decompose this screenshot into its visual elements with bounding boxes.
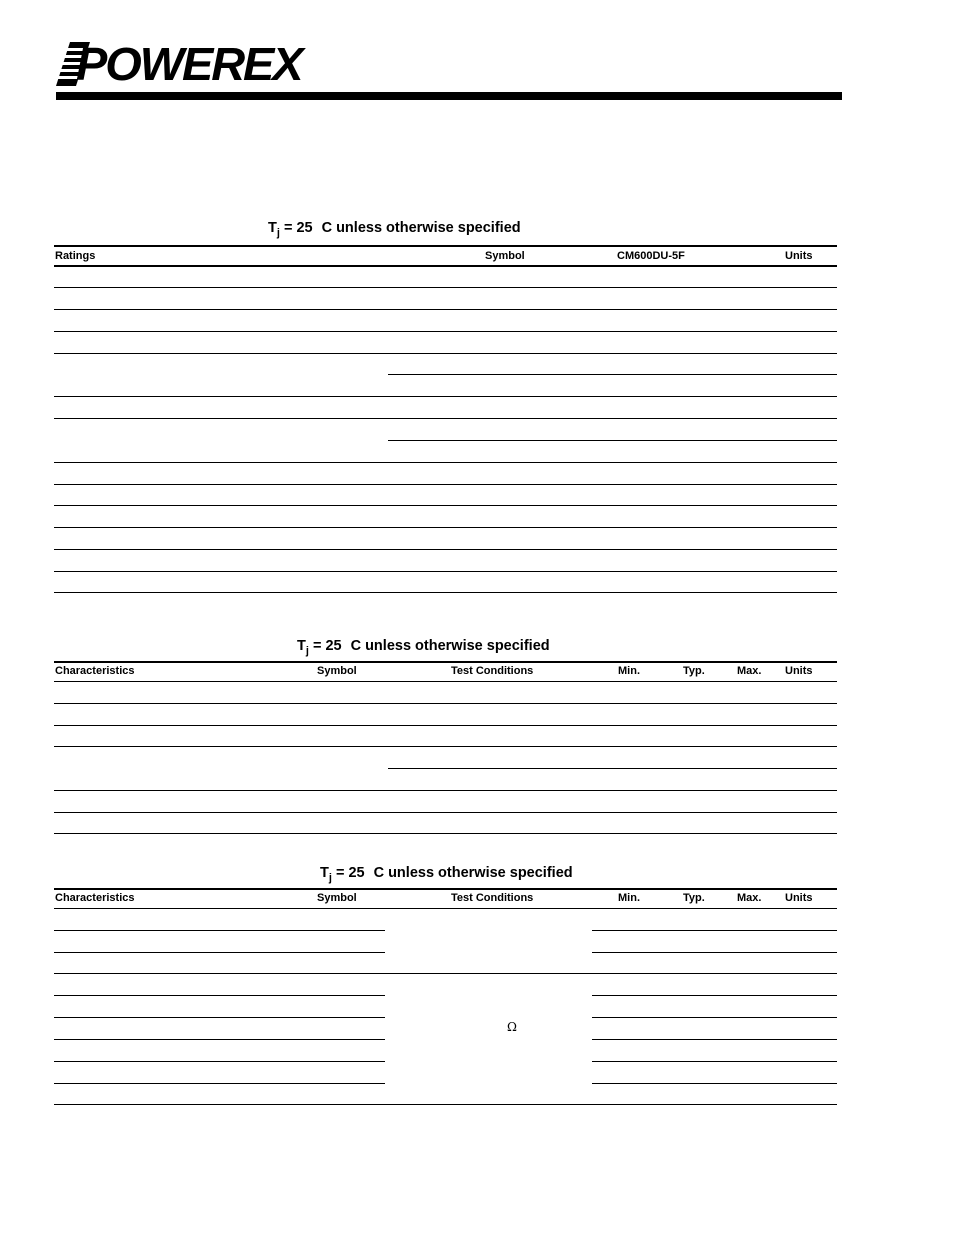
test-conditions-col-header: Test Conditions (451, 665, 534, 677)
units-col-header: Units (785, 665, 813, 677)
table-row-rule (54, 331, 837, 332)
dynamic-condition: $T_j = 25$ C unless otherwise specified (320, 865, 573, 884)
table-row-rule-left (54, 952, 385, 953)
table-row-rule (54, 418, 837, 419)
table-row-rule (54, 462, 837, 463)
table-row-rule-left (54, 995, 385, 996)
table-row-rule-right (592, 930, 837, 931)
units-col-header: Units (785, 250, 813, 262)
dynamic-table-top-rule (54, 888, 837, 890)
table-row-rule-right (592, 1039, 837, 1040)
table-row-rule-left (54, 1017, 385, 1018)
max-col-header: Max. (737, 665, 762, 677)
table-row-rule (54, 287, 837, 288)
typ-col-header: Typ. (683, 665, 705, 677)
table-row-rule-left (54, 1083, 385, 1084)
table-row-rule-left (54, 1061, 385, 1062)
static-header-rule (54, 681, 837, 682)
header-rule (56, 92, 842, 100)
table-row-rule (54, 353, 837, 354)
table-row-rule (54, 571, 837, 572)
table-subrow-rule (388, 374, 837, 375)
static-table-top-rule (54, 661, 837, 663)
table-subrow-rule (388, 768, 837, 769)
min-col-header: Min. (618, 892, 640, 904)
logo-wordmark: POWEREX (76, 38, 302, 90)
ohm-symbol: Ω (507, 1020, 517, 1034)
static-table-bottom-rule (54, 833, 837, 834)
table-row-rule (54, 309, 837, 310)
table-row-rule-right (592, 1083, 837, 1084)
table-row-rule-left (54, 1039, 385, 1040)
table-subrow-rule (388, 440, 837, 441)
typ-col-header: Typ. (683, 892, 705, 904)
table-row-rule (54, 790, 837, 791)
characteristics-col-header: Characteristics (55, 665, 135, 677)
table-row-rule (54, 746, 837, 747)
table-row-rule (54, 505, 837, 506)
symbol-col-header: Symbol (317, 892, 357, 904)
max-col-header: Max. (737, 892, 762, 904)
table-row-rule (54, 703, 837, 704)
static-condition: $T_j = 25$ C unless otherwise specified (297, 638, 550, 657)
table-row-rule-right (592, 952, 837, 953)
units-col-header: Units (785, 892, 813, 904)
ratings-col-header: Ratings (55, 250, 96, 262)
symbol-col-header: Symbol (317, 665, 357, 677)
ratings-table-top-rule (54, 245, 837, 247)
symbol-col-header: Symbol (485, 250, 525, 262)
ratings-table-bottom-rule (54, 592, 837, 593)
model-col-header: CM600DU-5F (617, 250, 685, 262)
table-row-rule-right (592, 1061, 837, 1062)
test-conditions-col-header: Test Conditions (451, 892, 534, 904)
table-row-rule (54, 484, 837, 485)
table-row-rule (54, 973, 837, 974)
table-row-rule (54, 725, 837, 726)
table-row-rule-right (592, 1017, 837, 1018)
dynamic-table-bottom-rule (54, 1104, 837, 1105)
ratings-header-rule (54, 265, 837, 267)
characteristics-col-header: Characteristics (55, 892, 135, 904)
table-row-rule-left (54, 930, 385, 931)
table-row-rule (54, 527, 837, 528)
table-row-rule (54, 812, 837, 813)
ratings-condition: $T_j = 25$ C unless otherwise specified (268, 220, 521, 239)
table-row-rule (54, 396, 837, 397)
dynamic-header-rule (54, 908, 837, 909)
min-col-header: Min. (618, 665, 640, 677)
table-row-rule (54, 549, 837, 550)
table-row-rule-right (592, 995, 837, 996)
